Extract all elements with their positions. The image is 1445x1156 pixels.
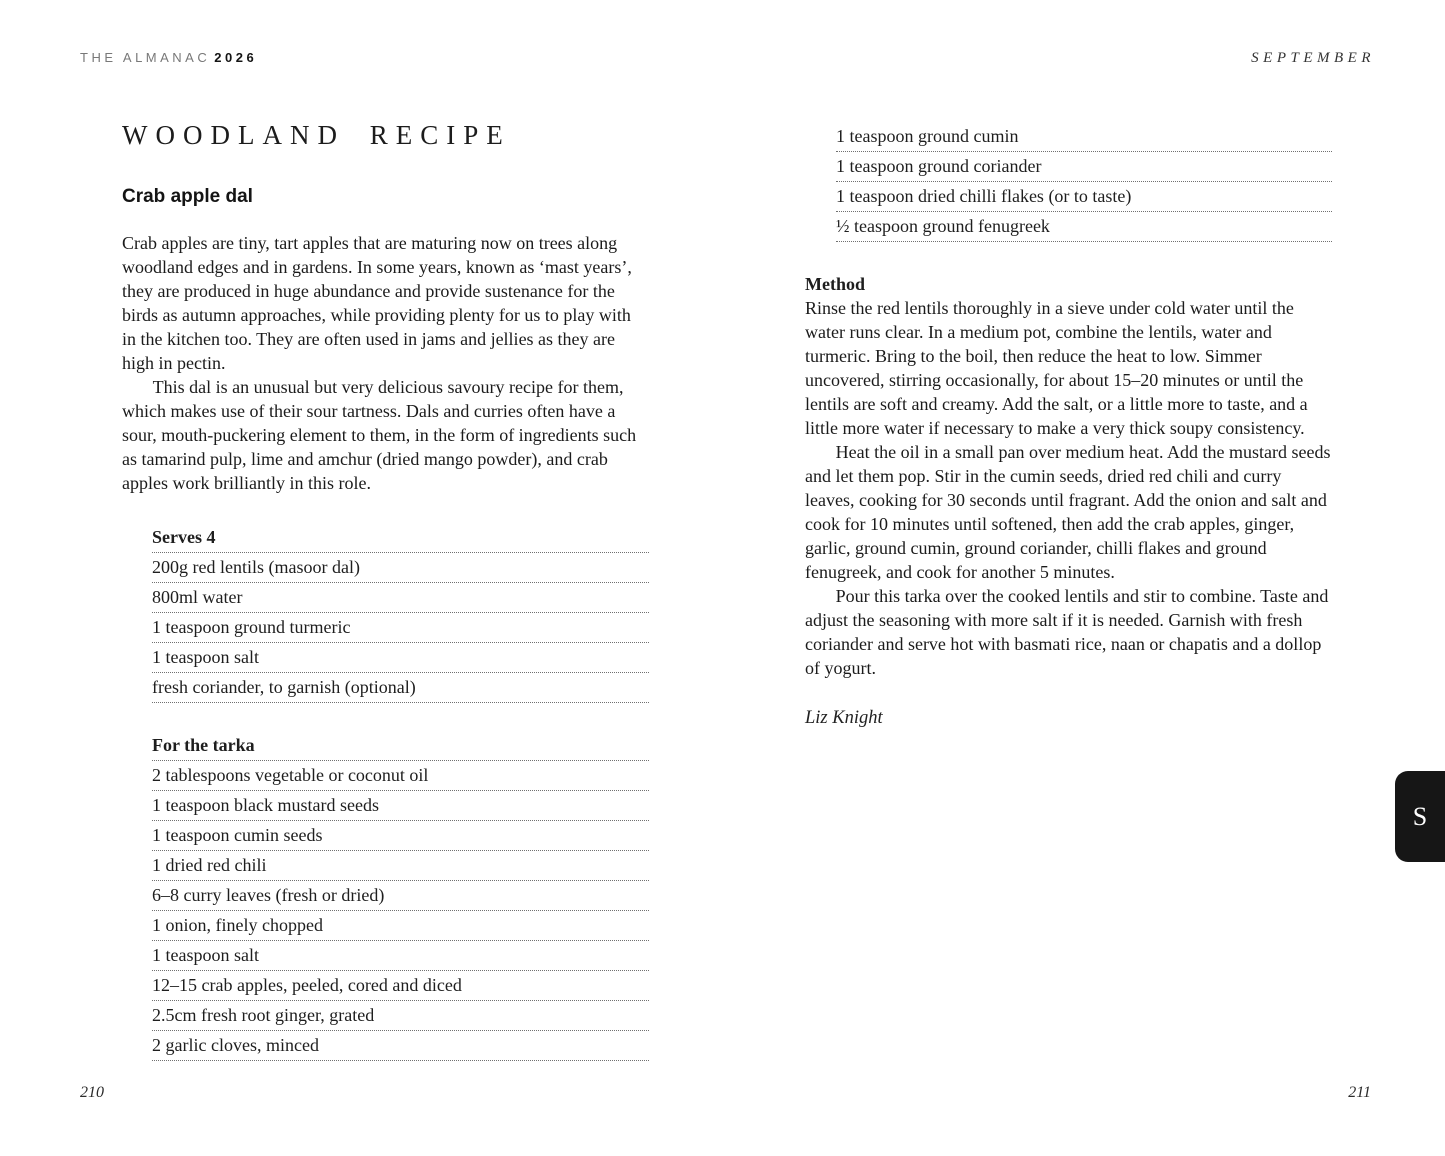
ingredient-item: 800ml water <box>152 583 649 613</box>
intro-paragraph: Crab apples are tiny, tart apples that are maturing now on trees along woodland edges and in gardens. In some years, known as ‘mast years’, they are produced in huge abundance and provide sustenance for the birds as autumn approaches, while providing plenty for us to play with in the kitchen too. They are often used in jams and jellies as they are high in pectin. <box>122 233 632 373</box>
ingredient-heading: Serves 4 <box>152 523 649 553</box>
intro-paragraph: This dal is an unusual but very delicious savoury recipe for them, which makes use of their sour tartness. Dals and curries often have a sour, mouth-puckering element to them, in the form of ingredients such as tamarind pulp, lime and amchur (dried mango powder), and crab apples work brilliantly in this role. <box>122 377 637 493</box>
page-number-right: 211 <box>1348 1084 1371 1101</box>
recipe-title: Crab apple dal <box>122 186 253 207</box>
ingredient-item: 1 teaspoon salt <box>152 941 649 971</box>
ingredient-list-tarka <box>152 731 649 1061</box>
ingredient-item: 1 onion, finely chopped <box>152 911 649 941</box>
ingredient-item: 2 garlic cloves, minced <box>152 1031 649 1061</box>
page-number-left: 210 <box>80 1084 104 1101</box>
author-credit: Liz Knight <box>805 708 883 728</box>
page-title: WOODLAND RECIPE <box>122 120 511 150</box>
ingredient-item: 1 teaspoon salt <box>152 643 649 673</box>
ingredient-item: 2 tablespoons vegetable or coconut oil <box>152 761 649 791</box>
book-year: 2026 <box>214 50 258 65</box>
ingredient-item: 1 teaspoon ground coriander <box>836 152 1332 182</box>
ingredient-list-serves <box>152 523 649 703</box>
ingredient-item: 2.5cm fresh root ginger, grated <box>152 1001 649 1031</box>
method-heading: Method <box>805 274 865 294</box>
ingredient-item: 1 teaspoon ground turmeric <box>152 613 649 643</box>
book-header <box>80 50 257 65</box>
ingredient-list-continued <box>836 122 1332 242</box>
right-page-column <box>805 122 1333 729</box>
section-tab-letter: S <box>1412 801 1428 831</box>
ingredient-item: 1 teaspoon dried chilli flakes (or to taste) <box>836 182 1332 212</box>
ingredient-item: 1 teaspoon ground cumin <box>836 122 1332 152</box>
method-paragraph: Heat the oil in a small pan over medium heat. Add the mustard seeds and let them pop. Stir in the cumin seeds, dried red chili and curry leaves, cooking for 30 seconds until fragrant. Add the onion and salt and cook for 10 minutes until softened, then add the crab apples, ginger, garlic, ground cumin, ground coriander, chilli flakes and ground fenugreek, and cook for another 5 minutes. <box>805 442 1331 582</box>
ingredient-item: 200g red lentils (masoor dal) <box>152 553 649 583</box>
ingredient-item: 1 teaspoon cumin seeds <box>152 821 649 851</box>
book-title: THE ALMANAC <box>80 50 211 65</box>
left-page-column <box>122 122 649 1061</box>
section-tab <box>1395 771 1445 862</box>
ingredient-item: 1 dried red chili <box>152 851 649 881</box>
method-section <box>805 272 1333 680</box>
ingredient-item: 12–15 crab apples, peeled, cored and diced <box>152 971 649 1001</box>
method-paragraph: Rinse the red lentils thoroughly in a sieve under cold water until the water runs clear. In a medium pot, combine the lentils, water and turmeric. Bring to the boil, then reduce the heat to low. Simmer uncovered, stirring occasionally, for about 15–20 minutes or until the lentils are soft and creamy. Add the salt, or a little more to taste, and a little more water if necessary to make a very thick soupy consistency. <box>805 298 1308 438</box>
method-paragraph: Pour this tarka over the cooked lentils and stir to combine. Taste and adjust the seasoning with more salt if it is needed. Garnish with fresh coriander and serve hot with basmati rice, naan or chapatis and a dollop of yogurt. <box>805 586 1329 678</box>
ingredient-heading: For the tarka <box>152 731 649 761</box>
month-header: SEPTEMBER <box>1251 50 1375 66</box>
ingredient-item: fresh coriander, to garnish (optional) <box>152 673 649 703</box>
ingredient-item: 1 teaspoon black mustard seeds <box>152 791 649 821</box>
ingredient-item: 6–8 curry leaves (fresh or dried) <box>152 881 649 911</box>
ingredient-item: ½ teaspoon ground fenugreek <box>836 212 1332 242</box>
